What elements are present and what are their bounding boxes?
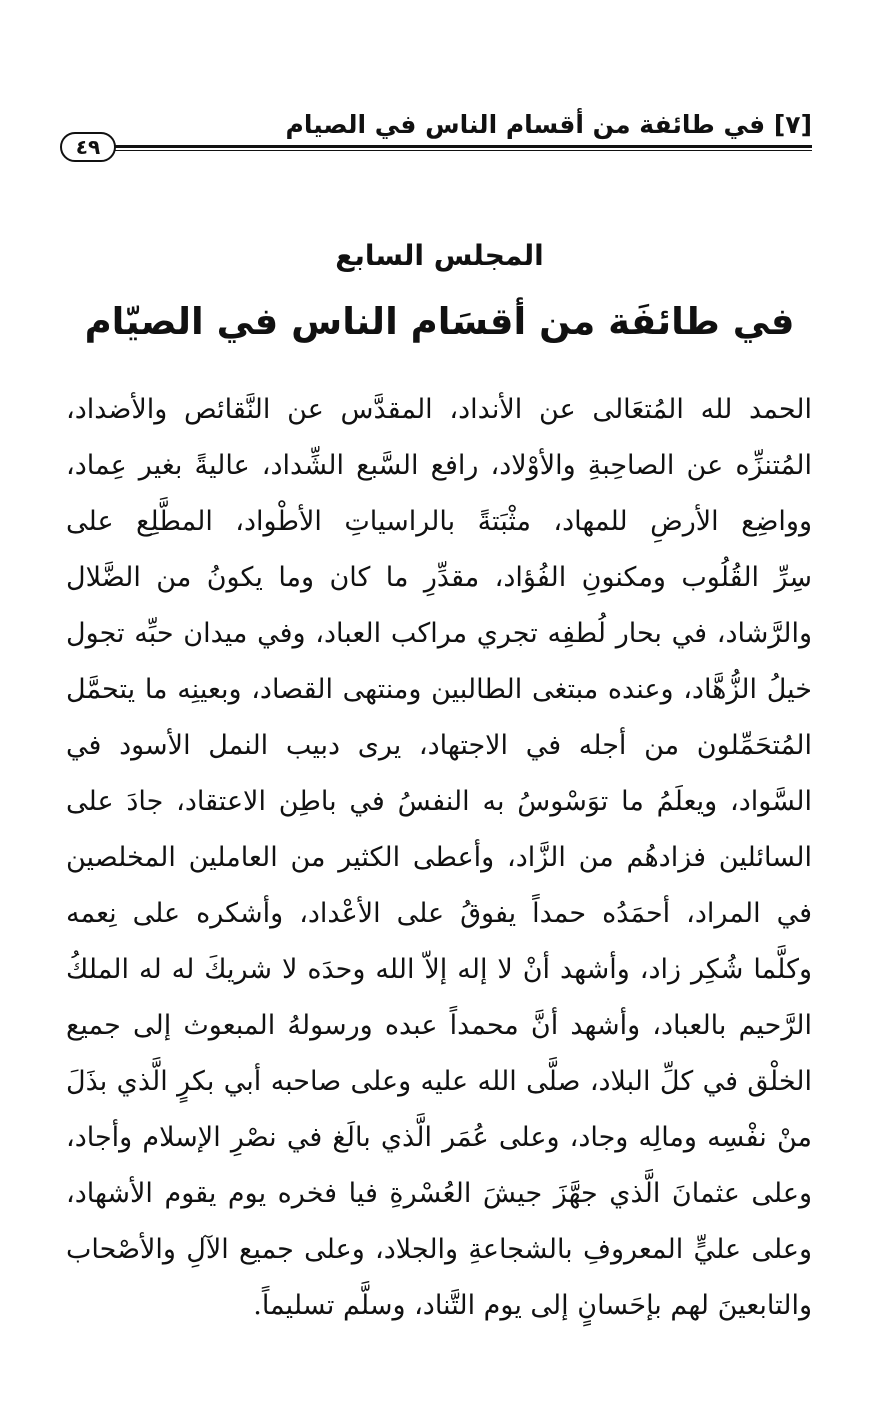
text-line: السائلين فزادهُم من الزَّاد، وأعطى الكثير من العاملين المخلصين	[66, 842, 812, 873]
text-line: في المراد، أحمَدُه حمداً يفوقُ على الأعْداد، وأشكره على نِعمه	[66, 898, 812, 929]
text-line: وكلَّما شُكِر زاد، وأشهد أنْ لا إله إلاّ الله وحدَه لا شريكَ له له الملكُ	[66, 954, 812, 985]
text-line: المُتنزِّه عن الصاحِبةِ والأوْلاد، رافع السَّبع الشِّداد، عاليةً بغير عِماد،	[66, 450, 812, 481]
text-line: والتابعينَ لهم بإحَسانٍ إلى يوم التَّناد، وسلَّم تسليماً.	[253, 1290, 812, 1321]
running-header-title: [٧] في طائفة من أقسام الناس في الصيام	[285, 110, 812, 139]
text-line: السَّواد، ويعلَمُ ما توَسْوسُ به النفسُ في باطِن الاعتقاد، جادَ على	[66, 786, 812, 817]
text-line: وواضِع الأرضِ للمهاد، مثْبَتةً بالراسياتِ الأطْواد، المطَّلِع على	[66, 506, 812, 537]
header-rule-thin	[115, 150, 812, 151]
text-line: المُتحَمِّلون من أجله في الاجتهاد، يرى دبيب النمل الأسود في	[66, 730, 812, 761]
text-line: سِرِّ القُلُوب ومكنونِ الفُؤاد، مقدِّرِ ما كان وما يكونُ من الضَّلال	[66, 562, 812, 593]
text-line: الرَّحيم بالعباد، وأشهد أنَّ محمداً عبده ورسولهُ المبعوث إلى جميع	[66, 1010, 812, 1041]
text-line: الخلْق في كلِّ البلاد، صلَّى الله عليه وعلى صاحبه أبي بكرٍ الَّذي بذَلَ	[66, 1066, 812, 1097]
text-line: الحمد لله المُتعَالى عن الأنداد، المقدَّس عن النَّقائص والأضداد،	[66, 394, 812, 425]
text-line: خيلُ الزُّهَّاد، وعنده مبتغى الطالبين ومنتهى القصاد، وبعينِه ما يتحمَّل	[66, 674, 812, 705]
body-paragraph	[66, 382, 812, 1334]
chapter-label: المجلس السابع	[335, 239, 544, 272]
page-number: ٤٩	[60, 132, 116, 162]
text-line: والرَّشاد، في بحار لُطفِه تجري مراكب العباد، وفي ميدان حبِّه تجول	[66, 618, 812, 649]
text-line: منْ نفْسِه ومالِه وجاد، وعلى عُمَر الَّذي بالَغ في نصْرِ الإسلام وأجاد،	[66, 1122, 812, 1153]
text-line: وعلى عليٍّ المعروفِ بالشجاعةِ والجلاد، وعلى جميع الآلِ والأصْحاب	[66, 1234, 812, 1265]
chapter-title: في طائفَة من أقسَام الناس في الصيّام	[84, 300, 795, 343]
text-line: وعلى عثمانَ الَّذي جهَّزَ جيشَ العُسْرةِ فيا فخره يوم يقوم الأشهاد،	[66, 1178, 812, 1209]
running-header	[60, 100, 812, 160]
header-rule	[115, 145, 812, 148]
